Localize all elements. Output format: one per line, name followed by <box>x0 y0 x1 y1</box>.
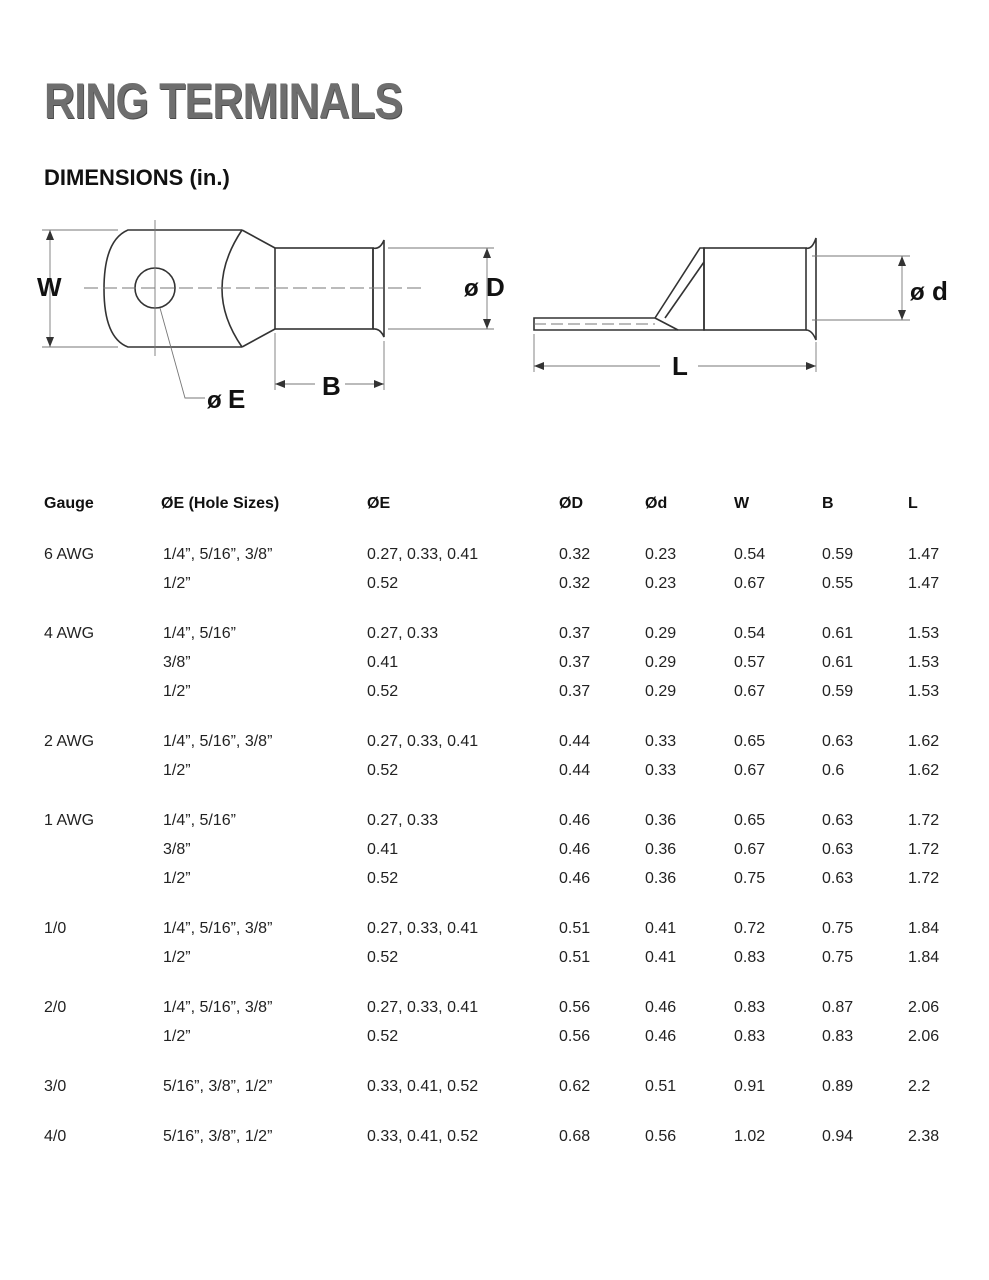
cell-b: 0.59 <box>822 682 854 700</box>
label-d-inner: d <box>932 276 948 306</box>
cell-l: 1.47 <box>908 546 940 563</box>
cell-d-outer: 0.46 <box>559 840 591 858</box>
cell-w: 0.91 <box>734 1078 766 1096</box>
cell-d-outer: 0.56 <box>559 999 591 1017</box>
cell-e: 0.27, 0.33, 0.41 <box>367 546 479 563</box>
cell-e: 0.52 <box>367 574 399 592</box>
ring-neck <box>242 230 275 347</box>
cell-b: 0.63 <box>822 869 854 887</box>
cell-l: 1.72 <box>908 840 940 858</box>
cell-d-inner: 0.46 <box>645 999 677 1017</box>
cell-l: 2.38 <box>908 1128 940 1146</box>
cell-l: 1.53 <box>908 625 940 643</box>
header-gauge: Gauge <box>44 495 94 512</box>
cell-gauge: 2/0 <box>44 999 67 1017</box>
cell-hole-sizes: 1/2” <box>163 574 191 592</box>
table-row <box>0 999 989 1028</box>
cell-l: 2.06 <box>908 1027 940 1045</box>
cell-e: 0.27, 0.33, 0.41 <box>367 999 479 1017</box>
cell-d-inner: 0.29 <box>645 653 677 671</box>
section-subtitle: DIMENSIONS (in.) <box>44 165 230 190</box>
cell-hole-sizes: 1/2” <box>163 1027 191 1045</box>
cell-d-outer: 0.32 <box>559 574 591 592</box>
cell-hole-sizes: 1/2” <box>163 682 191 700</box>
cell-d-outer: 0.37 <box>559 625 591 643</box>
cell-e: 0.52 <box>367 1027 399 1045</box>
gauge-group <box>0 920 989 978</box>
table-row <box>0 762 989 791</box>
cell-e: 0.41 <box>367 653 399 671</box>
cell-l: 2.2 <box>908 1078 931 1096</box>
cell-d-inner: 0.56 <box>645 1128 677 1146</box>
cell-gauge: 3/0 <box>44 1078 67 1096</box>
cell-d-outer: 0.68 <box>559 1128 591 1146</box>
cell-hole-sizes: 5/16”, 3/8”, 1/2” <box>163 1078 273 1096</box>
cell-hole-sizes: 1/4”, 5/16”, 3/8” <box>163 732 273 750</box>
barrel-body <box>275 248 373 329</box>
cell-d-inner: 0.51 <box>645 1078 677 1096</box>
cell-l: 1.47 <box>908 574 940 592</box>
cell-w: 0.67 <box>734 761 766 779</box>
gauge-group <box>0 1128 989 1157</box>
cell-d-inner: 0.41 <box>645 948 677 966</box>
cell-e: 0.52 <box>367 869 399 887</box>
label-w: W <box>37 272 62 302</box>
cell-d-inner: 0.33 <box>645 761 677 779</box>
label-d-inner-symbol: ø <box>910 279 925 306</box>
cell-d-outer: 0.62 <box>559 1078 591 1096</box>
cell-hole-sizes: 3/8” <box>163 653 191 671</box>
cell-e: 0.27, 0.33, 0.41 <box>367 732 479 750</box>
cell-e: 0.33, 0.41, 0.52 <box>367 1078 479 1096</box>
cell-hole-sizes: 1/2” <box>163 761 191 779</box>
header-d-inner: Ød <box>645 495 668 512</box>
side-barrel <box>704 248 806 330</box>
gauge-group <box>0 812 989 898</box>
side-barrel-flare <box>806 238 816 340</box>
cell-d-outer: 0.37 <box>559 682 591 700</box>
cell-w: 0.83 <box>734 999 766 1017</box>
cell-e: 0.52 <box>367 682 399 700</box>
cell-b: 0.63 <box>822 732 854 750</box>
gauge-group <box>0 546 989 604</box>
cell-w: 0.67 <box>734 840 766 858</box>
table-header <box>0 495 989 523</box>
cell-gauge: 4/0 <box>44 1128 67 1146</box>
ring-transition-arc <box>222 230 242 347</box>
cell-hole-sizes: 1/4”, 5/16” <box>163 812 236 830</box>
cell-w: 0.83 <box>734 1027 766 1045</box>
header-d-outer: ØD <box>559 495 583 512</box>
label-d-outer: D <box>486 272 505 302</box>
ring-terminal-diagram <box>0 200 989 430</box>
cell-l: 2.06 <box>908 999 940 1017</box>
cell-d-outer: 0.37 <box>559 653 591 671</box>
cell-l: 1.72 <box>908 869 940 887</box>
table-row <box>0 683 989 712</box>
cell-w: 0.75 <box>734 869 766 887</box>
cell-e: 0.52 <box>367 948 399 966</box>
cell-e: 0.27, 0.33 <box>367 812 439 830</box>
header-hole-sizes: ØE (Hole Sizes) <box>161 495 280 512</box>
label-e-symbol: ø <box>207 387 222 414</box>
cell-hole-sizes: 1/4”, 5/16”, 3/8” <box>163 919 273 937</box>
label-e: E <box>228 384 246 414</box>
cell-hole-sizes: 1/2” <box>163 869 191 887</box>
cell-gauge: 2 AWG <box>44 732 95 750</box>
cell-b: 0.59 <box>822 546 854 563</box>
table-row <box>0 841 989 870</box>
cell-w: 0.65 <box>734 812 766 830</box>
cell-d-outer: 0.46 <box>559 812 591 830</box>
barrel-flare <box>373 240 384 337</box>
cell-hole-sizes: 3/8” <box>163 840 191 858</box>
side-tongue <box>534 248 704 330</box>
cell-b: 0.87 <box>822 999 854 1017</box>
cell-e: 0.27, 0.33, 0.41 <box>367 919 479 937</box>
table-row <box>0 1128 989 1157</box>
cell-hole-sizes: 1/2” <box>163 948 191 966</box>
cell-hole-sizes: 1/4”, 5/16”, 3/8” <box>163 999 273 1017</box>
table-row <box>0 1028 989 1057</box>
cell-hole-sizes: 1/4”, 5/16”, 3/8” <box>163 546 273 563</box>
cell-d-inner: 0.36 <box>645 812 677 830</box>
cell-gauge: 6 AWG <box>44 546 95 563</box>
cell-d-inner: 0.23 <box>645 546 677 563</box>
cell-l: 1.62 <box>908 732 940 750</box>
cell-d-inner: 0.29 <box>645 625 677 643</box>
cell-w: 0.67 <box>734 574 766 592</box>
table-row <box>0 654 989 683</box>
table-row <box>0 812 989 841</box>
gauge-group <box>0 999 989 1057</box>
cell-w: 0.57 <box>734 653 766 671</box>
cell-e: 0.33, 0.41, 0.52 <box>367 1128 479 1146</box>
dimensions-table <box>0 495 989 1157</box>
cell-d-outer: 0.32 <box>559 546 591 563</box>
cell-d-inner: 0.36 <box>645 869 677 887</box>
cell-l: 1.53 <box>908 682 940 700</box>
cell-l: 1.53 <box>908 653 940 671</box>
table-row <box>0 625 989 654</box>
cell-b: 0.6 <box>822 761 845 779</box>
cell-d-inner: 0.36 <box>645 840 677 858</box>
cell-l: 1.62 <box>908 761 940 779</box>
cell-hole-sizes: 1/4”, 5/16” <box>163 625 236 643</box>
header-l: L <box>908 495 918 512</box>
cell-l: 1.72 <box>908 812 940 830</box>
cell-b: 0.75 <box>822 919 854 937</box>
cell-b: 0.61 <box>822 625 854 643</box>
cell-b: 0.89 <box>822 1078 854 1096</box>
cell-d-outer: 0.56 <box>559 1027 591 1045</box>
cell-b: 0.63 <box>822 840 854 858</box>
cell-d-outer: 0.51 <box>559 948 591 966</box>
cell-b: 0.83 <box>822 1027 854 1045</box>
cell-d-inner: 0.29 <box>645 682 677 700</box>
cell-w: 0.54 <box>734 625 766 643</box>
cell-l: 1.84 <box>908 948 940 966</box>
cell-d-outer: 0.51 <box>559 919 591 937</box>
cell-w: 0.83 <box>734 948 766 966</box>
cell-w: 0.54 <box>734 546 766 563</box>
header-b: B <box>822 495 834 512</box>
cell-gauge: 1 AWG <box>44 812 95 830</box>
cell-d-inner: 0.23 <box>645 574 677 592</box>
gauge-group <box>0 733 989 791</box>
cell-d-inner: 0.41 <box>645 919 677 937</box>
cell-e: 0.41 <box>367 840 399 858</box>
header-w: W <box>734 495 750 512</box>
label-b: B <box>322 371 341 401</box>
table-row <box>0 920 989 949</box>
table-row <box>0 733 989 762</box>
table-row <box>0 575 989 604</box>
label-l: L <box>672 351 688 381</box>
cell-w: 0.72 <box>734 919 766 937</box>
table-row <box>0 546 989 575</box>
header-e: ØE <box>367 495 391 512</box>
cell-b: 0.75 <box>822 948 854 966</box>
cell-b: 0.61 <box>822 653 854 671</box>
cell-w: 0.65 <box>734 732 766 750</box>
cell-b: 0.94 <box>822 1128 854 1146</box>
cell-d-inner: 0.46 <box>645 1027 677 1045</box>
cell-w: 1.02 <box>734 1128 766 1146</box>
table-row <box>0 949 989 978</box>
cell-d-outer: 0.44 <box>559 761 591 779</box>
cell-e: 0.27, 0.33 <box>367 625 439 643</box>
cell-gauge: 1/0 <box>44 919 67 937</box>
cell-d-inner: 0.33 <box>645 732 677 750</box>
table-row <box>0 1078 989 1107</box>
gauge-group <box>0 625 989 711</box>
table-body <box>0 546 989 1157</box>
gauge-group <box>0 1078 989 1107</box>
cell-d-outer: 0.44 <box>559 732 591 750</box>
cell-e: 0.52 <box>367 761 399 779</box>
label-d-symbol: ø <box>464 275 479 302</box>
cell-b: 0.55 <box>822 574 854 592</box>
page-title: RING TERMINALS <box>44 73 403 129</box>
cell-d-outer: 0.46 <box>559 869 591 887</box>
table-row <box>0 870 989 899</box>
cell-l: 1.84 <box>908 919 940 937</box>
cell-b: 0.63 <box>822 812 854 830</box>
cell-gauge: 4 AWG <box>44 625 95 643</box>
cell-w: 0.67 <box>734 682 766 700</box>
cell-hole-sizes: 5/16”, 3/8”, 1/2” <box>163 1128 273 1146</box>
